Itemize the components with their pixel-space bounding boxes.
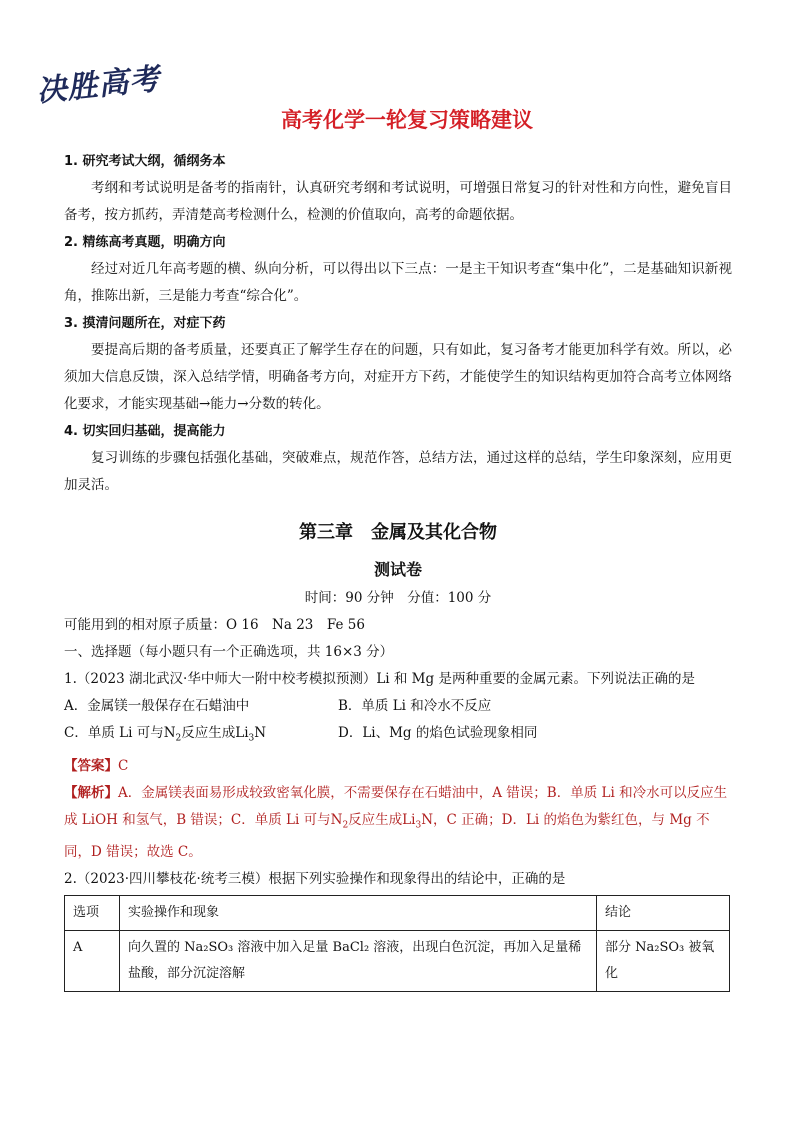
analysis-paragraph: 【解析】A．金属镁表面易形成较致密氧化膜，不需要保存在石蜡油中，A 错误；B．单质 Li 和冷水可以反应生成 LiOH 和氢气，B 错误；C．单质 Li 可与$N_2$反应生成$Li_3N$，C 正确；D．Li 的焰色为紫红色，与 Mg 不同，D 错误；故选 C。 <box>64 784 728 861</box>
formula-li3n-analysis-n: N <box>421 811 434 828</box>
option-b: B．单质 Li 和冷水不反应 <box>338 698 492 714</box>
page-title: 高考化学一轮复习策略建议 <box>281 108 533 132</box>
answer-label: 【答案】 <box>64 757 118 774</box>
strategy-heading-4: 4. 切实回归基础，提高能力 <box>64 424 226 439</box>
analysis-text-3: ，C 正确；D．Li 的焰色为紫红色，与 Mg 不同，D 错误；故选 C。 <box>64 811 710 861</box>
table-header-row <box>65 896 730 931</box>
strategy-heading-3: 3. 摸清问题所在，对症下药 <box>64 316 226 331</box>
row-a-conclusion: 部分 Na₂SO₃ 被氧化 <box>597 931 730 992</box>
test-subtitle: 测试卷 <box>373 560 422 579</box>
analysis-text-2: 反应生成 <box>348 811 403 828</box>
row-a-formula: Na₂SO₃ <box>184 940 234 956</box>
question-1-stem: 1.（2023 湖北武汉·华中师大一附中校考模拟预测）Li 和 Mg 是两种重要的金属元素。下列说法正确的是 <box>64 671 695 687</box>
section-heading: 一、选择题（每小题只有一个正确选项，共 16×3 分） <box>64 644 394 660</box>
time-score-line: 时间：90 分钟 分值：100 分 <box>304 590 492 606</box>
option-c: C．单质 Li 可与$N_2$反应生成$Li_3N$ <box>64 725 267 744</box>
chapter-title: 第三章 金属及其化合物 <box>299 522 497 543</box>
formula-n2-analysis: N <box>330 811 343 828</box>
row-a-op-pre: 向久置的 <box>128 940 185 956</box>
option-d: D．Li、Mg 的焰色试验现象相同 <box>338 725 538 741</box>
table-row <box>65 931 730 992</box>
row-a-operation <box>120 931 597 992</box>
row-a-option: A <box>65 931 120 992</box>
logo-text: 决胜高考 <box>34 61 162 110</box>
strategy-body-2: 经过对近几年高考题的横、纵向分析，可以得出以下三点：一是主干知识考查“集中化”，二是基础知识新视角，推陈出新，三是能力考查“综合化”。 <box>64 261 732 304</box>
formula-li3n: Li <box>235 725 249 741</box>
answer-line <box>64 753 732 780</box>
header-option: 选项 <box>65 896 120 931</box>
answer-value: C <box>118 757 129 774</box>
analysis-label: 【解析】 <box>64 784 118 801</box>
option-c-text: C．单质 Li 可与 <box>64 725 164 741</box>
strategy-body-3: 要提高后期的备考质量，还要真正了解学生存在的问题，只有如此，复习备考才能更加科学有效。所以，必须加大信息反馈，深入总结学情，明确备考方向，对症开方下药，才能使学生的知识结构更加符合高考立体网络化要求，才能实现基础→能力→分数的转化。 <box>64 342 732 412</box>
option-a: A．金属镁一般保存在石蜡油中 <box>64 698 250 714</box>
header-operation: 实验操作和现象 <box>120 896 597 931</box>
strategy-body-4: 复习训练的步骤包括强化基础，突破难点，规范作答，总结方法，通过这样的总结，学生印象深刻，应用更加灵活。 <box>64 450 732 493</box>
formula-n2: N <box>163 725 176 741</box>
strategy-heading-2: 2. 精练高考真题，明确方向 <box>64 235 226 250</box>
experiment-table <box>64 895 730 992</box>
atomic-mass-line: 可能用到的相对原子质量：O 16 Na 23 Fe 56 <box>64 617 365 633</box>
question-2-stem: 2.（2023·四川攀枝花·统考三模）根据下列实验操作和现象得出的结论中，正确的是 <box>64 871 566 888</box>
document-body <box>64 148 732 992</box>
formula-li3n-analysis: Li <box>402 811 416 828</box>
option-c-mid: 反应生成 <box>181 725 236 741</box>
strategy-heading-1: 1. 研究考试大纲，循纲务本 <box>64 154 226 169</box>
header-conclusion: 结论 <box>597 896 730 931</box>
question-1-options-row-1 <box>64 693 732 720</box>
strategy-body-1: 考纲和考试说明是备考的指南针，认真研究考纲和考试说明，可增强日常复习的针对性和方向性，避免盲目备考，按方抓药，弄清楚高考检测什么，检测的价值取向，高考的命题依据。 <box>64 180 732 223</box>
formula-li3n-n: N <box>254 725 267 741</box>
analysis-text-1: A．金属镁表面易形成较致密氧化膜，不需要保存在石蜡油中，A 错误；B．单质 Li 和冷水可以反应生成 LiOH 和氢气，B 错误；C．单质 Li 可与 <box>64 784 728 828</box>
row-a-op-post: 溶液中加入足量 BaCl₂ 溶液，出现白色沉淀，再加入足量稀盐酸，部分沉淀溶解 <box>128 940 582 982</box>
question-1-options-row-2 <box>64 720 732 753</box>
